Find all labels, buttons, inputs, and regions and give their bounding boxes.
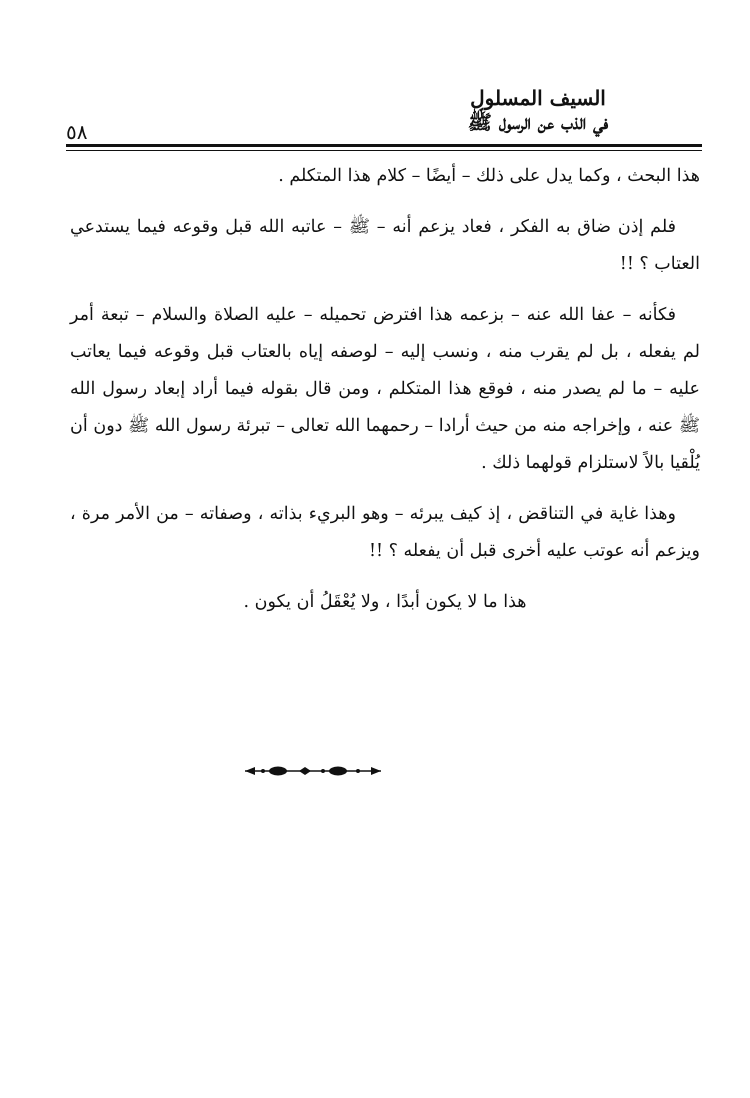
- paragraph: وهذا غاية في التناقض ، إذ كيف يبرئه – وهو البريء بذاته ، وصفاته – من الأمر مرة ، ويزعم أنه عوتب عليه أخرى قبل أن يفعله ؟ !!: [70, 504, 700, 561]
- closing-line: هذا ما لا يكون أبدًا ، ولا يُعْقَلُ أن يكون .: [243, 592, 527, 612]
- header-rule-thick: [66, 144, 702, 147]
- paragraph: فلم إذن ضاق به الفكر ، فعاد يزعم أنه – ﷺ – عاتبه الله قبل وقوعه فيما يستدعي العتاب ؟ !!: [70, 217, 700, 274]
- header-subtitle: في الذب عن الرسول ﷺ: [467, 110, 609, 134]
- paragraph: فكأنه – عفا الله عنه – بزعمه هذا افترض تحميله – عليه الصلاة والسلام – تبعة أمر لم يفعله ، بل لم يقرب منه ، ونسب إليه – لوصفه إياه بالعتاب قبل وقوعه فيما يعاتب عليه – ما لم يصدر منه ، فوقع هذا المتكلم ، ومن قال بقوله فيما أراد إبعاد رسول الله ﷺ عنه ، وإخراجه منه من حيث أرادا – رحمهما الله تعالى – تبرئة رسول الله ﷺ دون أن يُلْقيا بالاً لاستلزام قولهما ذلك .: [70, 305, 700, 473]
- paragraph: هذا البحث ، وكما يدل على ذلك – أيضًا – كلام هذا المتكلم .: [278, 166, 700, 186]
- section-end-ornament: [243, 763, 383, 779]
- running-header: [388, 86, 688, 134]
- header-title: السيف المسلول: [470, 86, 606, 110]
- page-body: [70, 158, 700, 635]
- header-rule-thin: [66, 150, 702, 151]
- page-number: ٥٨: [66, 120, 88, 144]
